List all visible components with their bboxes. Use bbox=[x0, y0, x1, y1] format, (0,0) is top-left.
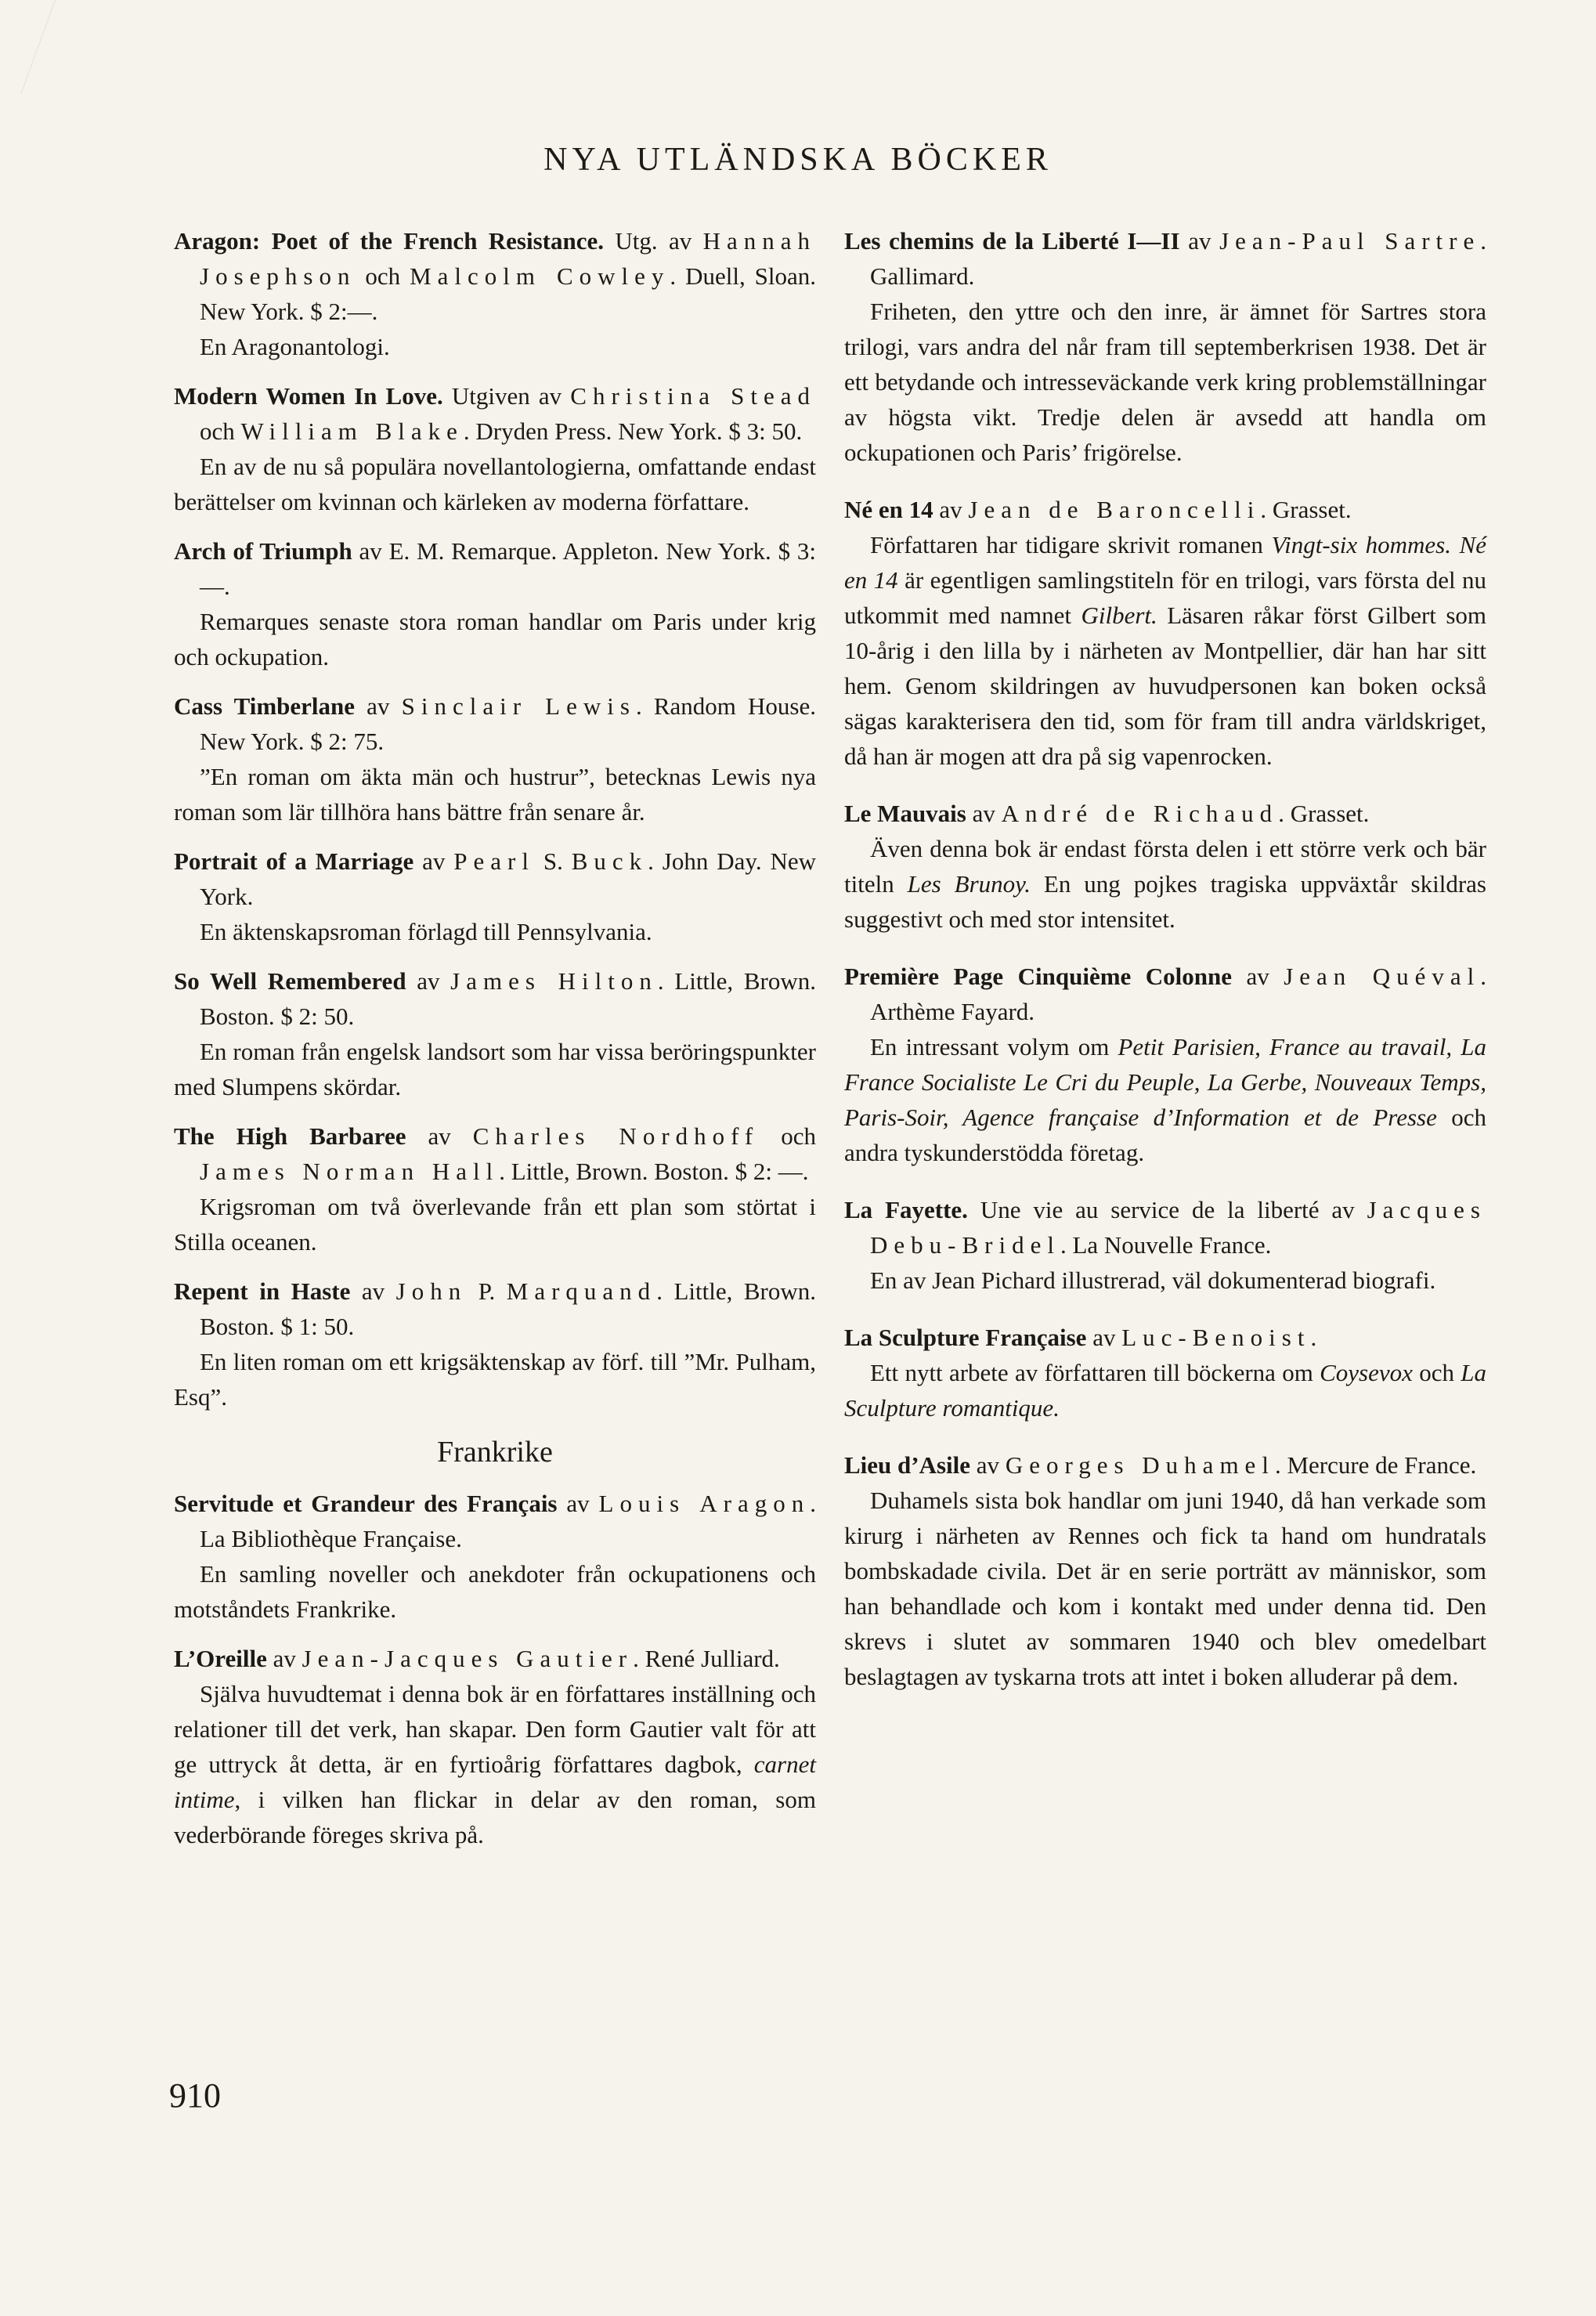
description-text: Läsaren råkar först Gilbert som 10-årig i den lilla by i närheten av Montpellier, där han har sitt hem. Genom skildringen av huvudpersonen kan boken också sägas karakterisera den tid, som för fram till andra världskriget, då han är mogen att dra på sig vapenrocken. bbox=[844, 602, 1486, 770]
heading-text: och bbox=[200, 417, 241, 445]
page-number: 910 bbox=[169, 2076, 221, 2115]
publisher-info: . Mercure de France. bbox=[1274, 1451, 1477, 1479]
entry-description bbox=[174, 1344, 816, 1415]
book-title: Modern Women In Love. bbox=[174, 382, 443, 410]
entry-heading bbox=[174, 1641, 816, 1676]
right-entry bbox=[844, 492, 1486, 774]
heading-text: och bbox=[356, 262, 410, 290]
author-name: Christina Stead bbox=[570, 382, 816, 410]
entry-description bbox=[174, 449, 816, 519]
author-name: Buck bbox=[571, 847, 648, 875]
description-text: och bbox=[1412, 1359, 1461, 1386]
entry-heading bbox=[844, 492, 1486, 527]
left-entry bbox=[174, 378, 816, 519]
book-title: Aragon: Poet of the French Resistance. bbox=[174, 227, 605, 255]
publisher-info: . Little, Brown. Boston. $ 2: —. bbox=[499, 1158, 809, 1185]
description-text: En av de nu så populära novellantologierna, omfattande endast berättelser om kvinnan och kärleken av moderna författare. bbox=[174, 453, 816, 515]
entry-description bbox=[844, 1483, 1486, 1694]
entry-heading bbox=[844, 796, 1486, 831]
book-title: Cass Timberlane bbox=[174, 692, 356, 720]
author-name: Georges Duhamel bbox=[1005, 1451, 1275, 1479]
book-title: Né en 14 bbox=[844, 496, 933, 523]
author-name: Jean-Jacques Gautier bbox=[302, 1645, 634, 1672]
heading-text: av bbox=[557, 1490, 599, 1517]
entry-description bbox=[844, 294, 1486, 470]
heading-text: av bbox=[350, 1277, 396, 1305]
entry-description bbox=[844, 1355, 1486, 1425]
description-text: En intressant volym om bbox=[870, 1033, 1118, 1060]
description-text: , i vilken han flickar in delar av den roman, som vederbörande föreges skriva på. bbox=[174, 1786, 816, 1848]
author-name: Pearl bbox=[453, 847, 535, 875]
left-entry bbox=[174, 533, 816, 674]
description-text: En ung pojkes tragiska uppväxtår skildras suggestivt och med stor intensitet. bbox=[844, 870, 1486, 933]
heading-text: P. bbox=[467, 1277, 507, 1305]
left-entry bbox=[174, 1274, 816, 1415]
france-entry bbox=[174, 1486, 816, 1627]
heading-text: av E. M. Remarque. Appleton. New York. $ 3: —. bbox=[200, 537, 816, 600]
author-name: Jean de Baroncelli bbox=[968, 496, 1261, 523]
entry-heading bbox=[174, 688, 816, 759]
heading-text: av bbox=[1232, 963, 1284, 990]
heading-text: Une vie au service de la liberté av bbox=[967, 1196, 1367, 1223]
book-title: So Well Remembered bbox=[174, 967, 406, 995]
author-name: John bbox=[395, 1277, 468, 1305]
italic-title: Vingt-six hommes. Né en 14 bbox=[844, 531, 1486, 594]
author-name: James Norman Hall bbox=[200, 1158, 500, 1185]
entry-heading bbox=[844, 1192, 1486, 1263]
italic-title: La Sculpture romantique. bbox=[844, 1359, 1486, 1422]
publisher-info: . Duell, Sloan. New York. $ 2:—. bbox=[200, 262, 816, 325]
description-text: är egentligen samlingstiteln för en trilogi, vars första del nu utkommit med namnet bbox=[844, 566, 1487, 629]
france-entry bbox=[174, 1641, 816, 1852]
description-text: Författaren har tidigare skrivit romanen bbox=[870, 531, 1272, 558]
heading-text: av bbox=[266, 1645, 302, 1672]
heading-text: av bbox=[406, 967, 451, 995]
author-name: Charles Nordhoff bbox=[472, 1122, 760, 1150]
book-title: La Sculpture Française bbox=[844, 1324, 1087, 1351]
entry-heading bbox=[174, 533, 816, 604]
publisher-info: . La Bibliothèque Française. bbox=[200, 1490, 817, 1552]
publisher-info: . René Julliard. bbox=[633, 1645, 780, 1672]
book-title: Arch of Triumph bbox=[174, 537, 352, 565]
publisher-info: . bbox=[1310, 1324, 1317, 1351]
right-entry bbox=[844, 796, 1486, 937]
description-text: Duhamels sista bok handlar om juni 1940, då han verkade som kirurg i närheten av Rennes och fick ta hand om hundratals bombskadade civila. Det är en serie porträtt av människor, som han behandlade och kom i kontakt med under denna tid. Den skrevs i slutet av sommaren 1940 och blev omedelbart beslagtagen av tyskarna trots att intet i boken alluderar på dem. bbox=[844, 1487, 1486, 1690]
description-text: och andra tyskunderstödda företag. bbox=[844, 1104, 1486, 1166]
heading-text: av bbox=[966, 800, 1002, 827]
section-title-france: Frankrike bbox=[437, 1436, 553, 1469]
entry-description bbox=[844, 527, 1486, 774]
entry-heading bbox=[174, 1274, 816, 1344]
heading-text: Utgiven av bbox=[442, 382, 571, 410]
entry-heading bbox=[844, 959, 1486, 1029]
author-name: Jean-Paul Sartre bbox=[1219, 227, 1481, 255]
entry-heading bbox=[174, 963, 816, 1034]
publisher-info: . Gallimard. bbox=[870, 227, 1486, 290]
publisher-info: . Little, Brown. Boston. $ 2: 50. bbox=[200, 967, 816, 1030]
description-text: Remarques senaste stora roman handlar om Paris under krig och ockupation. bbox=[174, 608, 816, 670]
author-name: James Hilton bbox=[450, 967, 658, 995]
right-entry bbox=[844, 223, 1486, 470]
heading-text: S. bbox=[535, 847, 572, 875]
description-text: En liten roman om ett krigsäktenskap av förf. till ”Mr. Pulham, Esq”. bbox=[174, 1348, 816, 1411]
author-name: Jean Quéval bbox=[1284, 963, 1481, 990]
description-text: Friheten, den yttre och den inre, är ämnet för Sartres stora trilogi, vars andra del når fram till septemberkrisen 1938. Det är ett betydande och intresseväckande verk kring problemställningar av högsta vikt. Tredje delen är avsedd att handla om ockupationen och Paris’ frigörelse. bbox=[844, 298, 1486, 466]
publisher-info: . Grasset. bbox=[1260, 496, 1352, 523]
book-title: Première Page Cinquième Colonne bbox=[844, 963, 1233, 990]
page-fold-mark bbox=[0, 0, 56, 94]
description-text: ”En roman om äkta män och hustrur”, betecknas Lewis nya roman som lär tillhöra hans bättre från senare år. bbox=[174, 763, 816, 826]
right-column bbox=[844, 223, 1486, 1708]
book-title: Les chemins de la Liberté I—II bbox=[844, 227, 1180, 255]
book-title: L’Oreille bbox=[174, 1645, 267, 1672]
description-text: Ett nytt arbete av författaren till böckerna om bbox=[870, 1359, 1320, 1386]
left-entry bbox=[174, 688, 816, 829]
left-entry bbox=[174, 1118, 816, 1259]
heading-text: av bbox=[1086, 1324, 1122, 1351]
author-name: Louis Aragon bbox=[598, 1490, 811, 1517]
author-name: Malcolm Cowley bbox=[410, 262, 670, 290]
heading-text: av bbox=[933, 496, 969, 523]
author-name: Marquand bbox=[506, 1277, 657, 1305]
left-entry bbox=[174, 223, 816, 364]
description-text: En av Jean Pichard illustrerad, väl dokumenterad biografi. bbox=[870, 1266, 1436, 1294]
entry-heading bbox=[844, 1320, 1486, 1355]
entry-heading bbox=[174, 1118, 816, 1189]
entry-heading bbox=[844, 1447, 1486, 1483]
heading-text: av bbox=[970, 1451, 1006, 1479]
description-text: Krigsroman om två överlevande från ett plan som störtat i Stilla oceanen. bbox=[174, 1193, 816, 1256]
left-entry bbox=[174, 963, 816, 1104]
right-entry bbox=[844, 1447, 1486, 1694]
entry-heading bbox=[174, 1486, 816, 1556]
publisher-info: . Arthème Fayard. bbox=[870, 963, 1486, 1025]
italic-title: carnet intime bbox=[174, 1751, 816, 1813]
entry-description bbox=[174, 1189, 816, 1259]
entry-description bbox=[174, 329, 816, 364]
left-column bbox=[174, 223, 816, 1866]
entry-description bbox=[844, 1263, 1486, 1298]
entry-description bbox=[174, 1556, 816, 1627]
entry-description bbox=[174, 914, 816, 949]
entry-description bbox=[174, 604, 816, 674]
entry-description bbox=[174, 759, 816, 829]
author-name: William Blake bbox=[240, 417, 464, 445]
publisher-info: . Little, Brown. Boston. $ 1: 50. bbox=[200, 1277, 816, 1340]
book-title: Repent in Haste bbox=[174, 1277, 351, 1305]
book-title: Portrait of a Marriage bbox=[174, 847, 414, 875]
description-text: Själva huvudtemat i denna bok är en författares inställning och relationer till det verk, han skapar. Den form Gautier valt för att ge uttryck åt detta, är en fyrtioårig författares dagbok, bbox=[174, 1680, 816, 1778]
italic-title: Gilbert. bbox=[1081, 602, 1157, 629]
description-text: Även denna bok är endast första delen i ett större verk och bär titeln bbox=[844, 835, 1486, 898]
entry-heading bbox=[174, 378, 816, 449]
description-text: En Aragonantologi. bbox=[200, 333, 390, 360]
right-entry bbox=[844, 959, 1486, 1170]
page-header: NYA UTLÄNDSKA BÖCKER bbox=[543, 142, 1053, 178]
publisher-info: . John Day. New York. bbox=[200, 847, 817, 910]
entry-heading bbox=[174, 223, 816, 329]
description-text: En samling noveller och anekdoter från ockupationens och motståndets Frankrike. bbox=[174, 1560, 816, 1623]
description-text: En äktenskapsroman förlagd till Pennsylvania. bbox=[200, 918, 652, 945]
entry-description bbox=[174, 1676, 816, 1852]
italic-title: Coysevox bbox=[1320, 1359, 1413, 1386]
entry-heading bbox=[844, 223, 1486, 294]
book-title: Lieu d’Asile bbox=[844, 1451, 971, 1479]
publisher-info: . Random House. New York. $ 2: 75. bbox=[200, 692, 816, 755]
right-entry bbox=[844, 1192, 1486, 1298]
entry-description bbox=[174, 1034, 816, 1104]
book-title: La Fayette. bbox=[844, 1196, 968, 1223]
publisher-info: . La Nouvelle France. bbox=[1060, 1231, 1272, 1259]
book-title: Servitude et Grandeur des Français bbox=[174, 1490, 558, 1517]
description-text: En roman från engelsk landsort som har vissa beröringspunkter med Slumpens skördar. bbox=[174, 1038, 816, 1100]
heading-text: av bbox=[355, 692, 402, 720]
author-name: Hannah Josephson bbox=[200, 227, 816, 290]
heading-text: Utg. av bbox=[604, 227, 703, 255]
heading-text: av bbox=[413, 847, 454, 875]
author-name: Jacques Debu-Bridel bbox=[870, 1196, 1486, 1259]
publisher-info: . Grasset. bbox=[1278, 800, 1370, 827]
book-title: Le Mauvais bbox=[844, 800, 966, 827]
heading-text: och bbox=[759, 1122, 816, 1150]
entry-description bbox=[844, 1029, 1486, 1170]
book-title: The High Barbaree bbox=[174, 1122, 406, 1150]
entry-description bbox=[844, 831, 1486, 937]
author-name: Sinclair Lewis bbox=[401, 692, 636, 720]
author-name: Luc-Benoist bbox=[1121, 1324, 1311, 1351]
author-name: André de Richaud bbox=[1001, 800, 1279, 827]
heading-text: av bbox=[1179, 227, 1220, 255]
publisher-info: . Dryden Press. New York. $ 3: 50. bbox=[463, 417, 803, 445]
entry-heading bbox=[174, 844, 816, 914]
right-entry bbox=[844, 1320, 1486, 1425]
italic-title: Petit Parisien, France au travail, La France Socialiste Le Cri du Peuple, La Gerbe, Nouveaux Temps, Paris-Soir, Agence française d’Information et de Presse bbox=[844, 1033, 1486, 1131]
left-entry bbox=[174, 844, 816, 949]
italic-title: Les Brunoy. bbox=[907, 870, 1031, 898]
heading-text: av bbox=[406, 1122, 473, 1150]
